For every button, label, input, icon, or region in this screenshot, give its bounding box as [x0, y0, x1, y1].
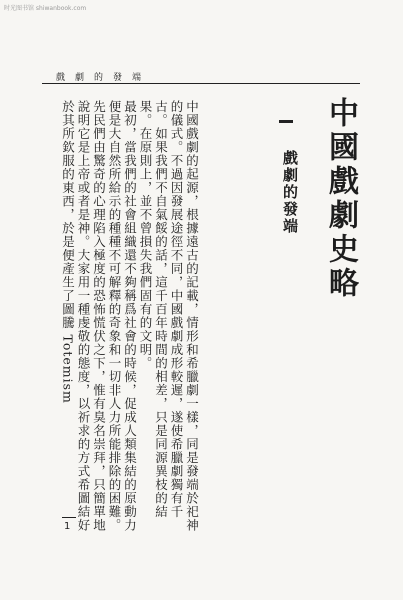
watermark: 时光图书馆 shiwanbook.com	[4, 5, 87, 12]
running-head: 戲劇的發端	[56, 73, 152, 83]
header-rule	[42, 83, 360, 84]
paragraph: 中國戲劇的起源，根據遠古的記載，情形和希臘劇一樣，同是發端於祀神的儀式。不過因發展途徑不同，中國戲劇成形較遲，遂使希臘劇獨有千古。如果我們不自氣餒的話，這千百年時間的相差，只是同源異枝的結果。在原則上，並不曾損失我們固有的文明。	[138, 100, 200, 532]
chapter-number	[279, 120, 293, 123]
paragraph: 最初，當我們的社會組織還不夠稱爲社會的時候，促成人類集結的原動力便是大自然所給示的種種不可解釋的奇象和一切非人力所能排除的困難。先民們由驚奇的心理陷入極度的恐怖慌伏之下，惟有臭名崇拜，只簡單地說明它是上帝或者是神。大家用一種虔敬的態度，以祈求的方式希圖結好於其所欽服的東西，於是便產生了圖騰 Totemism	[60, 100, 138, 532]
body-text	[60, 100, 200, 533]
chapter-heading: 戲劇的發端	[281, 150, 299, 235]
page-number-rule	[62, 517, 76, 518]
page-number: 1	[64, 521, 71, 532]
book-title: 中國戲劇史略	[323, 97, 358, 301]
